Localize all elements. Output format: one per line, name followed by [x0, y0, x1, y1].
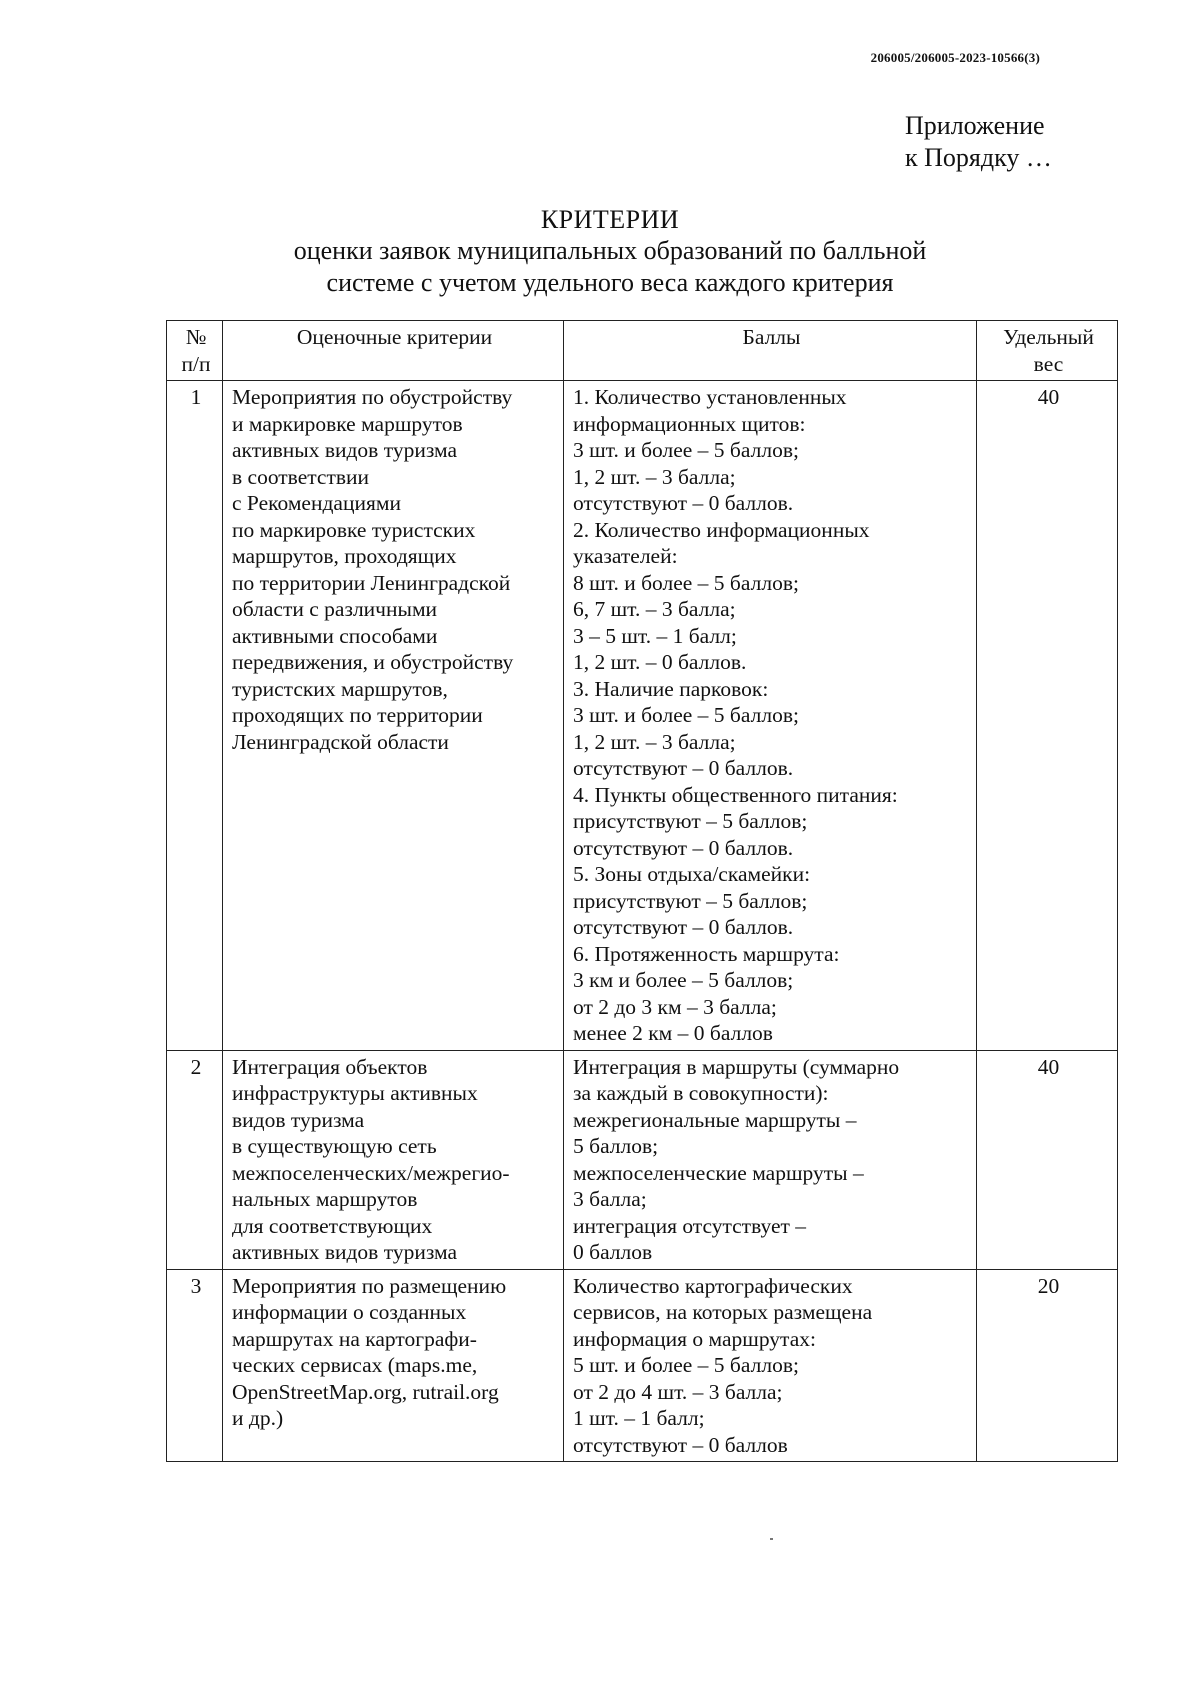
criteria-line: активными способами	[232, 623, 438, 648]
points-line: межрегиональные маршруты –	[573, 1107, 857, 1132]
header-number-line: п/п	[181, 352, 211, 376]
points-line: от 2 до 3 км – 3 балла;	[573, 994, 777, 1019]
criteria-line: ческих сервисах (maps.me,	[232, 1353, 478, 1377]
criteria-line: активных видов туризма	[232, 1240, 458, 1264]
criteria-line: информации о созданных	[232, 1300, 467, 1324]
points-line: 6. Протяженность маршрута:	[573, 941, 840, 966]
row-criteria	[223, 381, 564, 1051]
document-title: КРИТЕРИИ	[540, 205, 680, 234]
points-line: отсутствуют – 0 баллов.	[573, 491, 794, 515]
header-points: Баллы	[564, 321, 977, 381]
points-line: межпоселенческие маршруты –	[573, 1160, 864, 1185]
row-criteria	[223, 1269, 564, 1462]
points-line: 8 шт. и более – 5 баллов;	[573, 570, 799, 595]
appendix-heading	[905, 110, 1145, 174]
document-subtitle-line: системе с учетом удельного веса каждого критерия	[326, 268, 894, 297]
header-weight	[977, 321, 1118, 381]
row-points	[564, 381, 977, 1051]
points-line: 2. Количество информационных	[573, 517, 870, 542]
criteria-line: межпоселенческих/межрегио-	[232, 1160, 510, 1185]
table-row	[167, 1269, 1118, 1462]
header-number-line: №	[185, 325, 207, 349]
criteria-line: для соответствующих	[232, 1213, 433, 1238]
points-line: сервисов, на которых размещена	[573, 1300, 873, 1324]
points-line: 5 баллов;	[573, 1134, 659, 1158]
row-weight: 40	[977, 1050, 1118, 1269]
row-criteria	[223, 1050, 564, 1269]
points-line: 0 баллов	[573, 1240, 653, 1264]
criteria-line: инфраструктуры активных	[232, 1081, 478, 1105]
criteria-line: Мероприятия по обустройству	[232, 385, 513, 409]
points-line: менее 2 км – 0 баллов	[573, 1021, 773, 1045]
header-weight-line: Удельный	[1003, 325, 1094, 349]
points-line: за каждый в совокупности):	[573, 1081, 829, 1105]
points-line: присутствуют – 5 баллов;	[573, 809, 808, 833]
criteria-line: по территории Ленинградской	[232, 570, 511, 595]
points-line: 3. Наличие парковок:	[573, 676, 769, 701]
criteria-line: с Рекомендациями	[232, 491, 401, 515]
points-line: от 2 до 4 шт. – 3 балла;	[573, 1379, 783, 1404]
criteria-line: Мероприятия по размещению	[232, 1273, 507, 1298]
criteria-line: в соответствии	[232, 464, 370, 489]
points-line: 3 – 5 шт. – 1 балл;	[573, 623, 737, 648]
points-line: 1, 2 шт. – 0 баллов.	[573, 650, 747, 674]
points-line: 4. Пункты общественного питания:	[573, 782, 898, 807]
points-line: 3 шт. и более – 5 баллов;	[573, 703, 799, 727]
points-line: информация о маршрутах:	[573, 1326, 816, 1351]
criteria-line: и маркировке маршрутов	[232, 411, 463, 436]
criteria-line: и др.)	[232, 1406, 284, 1430]
points-line: отсутствуют – 0 баллов.	[573, 835, 794, 860]
points-line: 5. Зоны отдыха/скамейки:	[573, 862, 811, 886]
points-line: отсутствуют – 0 баллов	[573, 1432, 788, 1457]
points-line: присутствуют – 5 баллов;	[573, 888, 808, 913]
points-line: 5 шт. и более – 5 баллов;	[573, 1353, 799, 1377]
points-line: отсутствуют – 0 баллов.	[573, 756, 794, 780]
criteria-line: в существующую сеть	[232, 1134, 437, 1158]
title-block	[150, 205, 1070, 299]
points-line: 1 шт. – 1 балл;	[573, 1406, 705, 1430]
criteria-line: активных видов туризма	[232, 438, 458, 462]
criteria-line: маршрутов, проходящих	[232, 544, 457, 568]
criteria-line: нальных маршрутов	[232, 1187, 418, 1211]
table-row	[167, 381, 1118, 1051]
criteria-line: Ленинградской области	[232, 729, 449, 754]
row-number: 3	[167, 1269, 223, 1462]
header-criteria: Оценочные критерии	[223, 321, 564, 381]
criteria-line: маршрутах на картографи-	[232, 1326, 477, 1351]
points-line: 3 балла;	[573, 1187, 647, 1211]
table-header-row	[167, 321, 1118, 381]
points-line: Интеграция в маршруты (суммарно	[573, 1054, 900, 1079]
table-row	[167, 1050, 1118, 1269]
header-weight-line: вес	[1033, 352, 1064, 376]
header-number	[167, 321, 223, 381]
document-subtitle-line: оценки заявок муниципальных образований по балльной	[293, 236, 927, 265]
row-weight: 40	[977, 381, 1118, 1051]
points-line: указателей:	[573, 544, 678, 568]
row-weight: 20	[977, 1269, 1118, 1462]
criteria-line: передвижения, и обустройству	[232, 650, 514, 674]
points-line: 6, 7 шт. – 3 балла;	[573, 597, 736, 621]
points-line: 1, 2 шт. – 3 балла;	[573, 729, 736, 754]
criteria-line: области с различными	[232, 597, 438, 621]
scan-mark	[770, 1538, 773, 1540]
points-line: 3 км и более – 5 баллов;	[573, 968, 794, 992]
points-line: информационных щитов:	[573, 411, 806, 436]
row-points	[564, 1050, 977, 1269]
points-line: 1, 2 шт. – 3 балла;	[573, 464, 736, 489]
points-line: 1. Количество установленных	[573, 385, 847, 409]
criteria-line: проходящих по территории	[232, 703, 483, 727]
criteria-line: Интеграция объектов	[232, 1054, 428, 1079]
points-line: отсутствуют – 0 баллов.	[573, 915, 794, 939]
criteria-line: видов туризма	[232, 1107, 365, 1132]
criteria-line: OpenStreetMap.org, rutrail.org	[232, 1379, 499, 1404]
criteria-table	[166, 320, 1118, 1462]
points-line: 3 шт. и более – 5 баллов;	[573, 438, 799, 462]
criteria-line: туристских маршрутов,	[232, 676, 448, 701]
points-line: интеграция отсутствует –	[573, 1213, 807, 1238]
appendix-line: к Порядку …	[905, 143, 1052, 172]
row-points	[564, 1269, 977, 1462]
row-number: 2	[167, 1050, 223, 1269]
appendix-line: Приложение	[905, 111, 1045, 140]
document-registration-number: 206005/206005-2023-10566(3)	[870, 50, 1040, 65]
row-number: 1	[167, 381, 223, 1051]
points-line: Количество картографических	[573, 1273, 853, 1298]
criteria-line: по маркировке туристских	[232, 517, 476, 542]
